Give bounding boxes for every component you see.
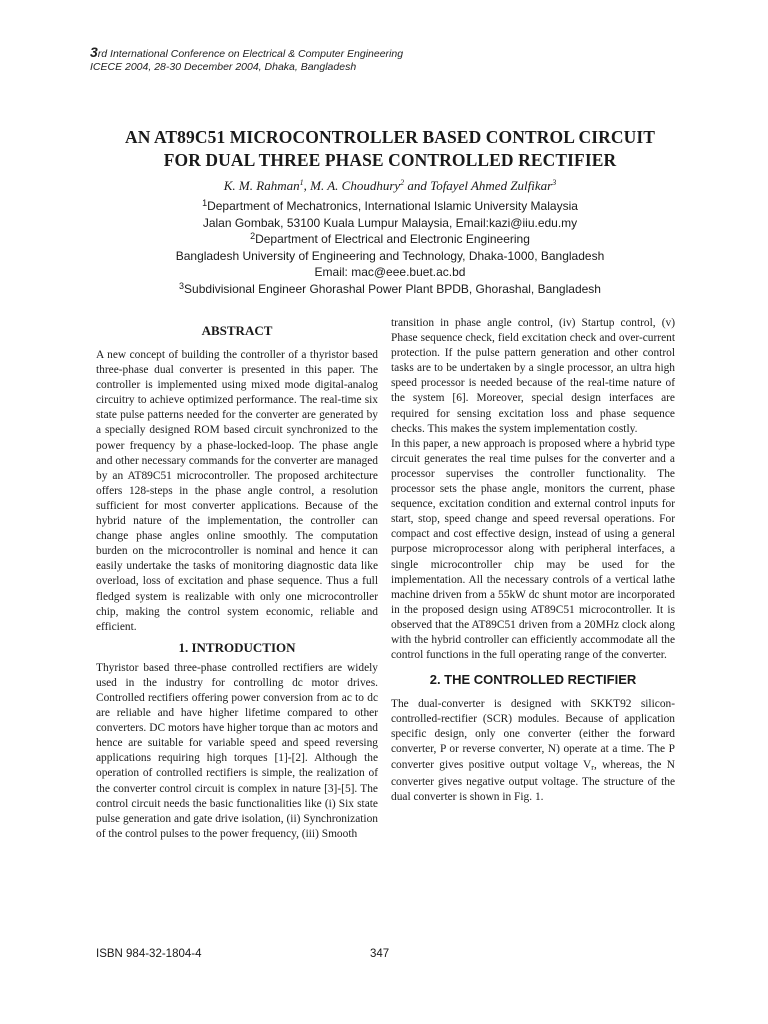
page-number: 347 bbox=[370, 948, 390, 960]
abstract-text: A new concept of building the controller of a thyristor based three-phase dual converter is presented in this paper. The controller is implemented using mixed mode digital-analog circuitry to achieve optimized performance. The real-time six state pulse patterns needed for the converter are generated by a specially designed ROM based circuit synchronized to the power frequency by a phase-locked-loop. The phase angle and other necessary commands for the converter are managed by an AT89C51 microcontroller. The proposed architecture offers 128-steps in the phase angle control, a resolution sufficient for most converter applications. Because of the hybrid nature of the implementation, the controller can change phase angles online smoothly. The computation burden on the microcontroller is nominal and hence it can easily undertake the tasks of monitoring diagnostic data like overload, loss of excitation and phase sequence. Thus a full fledged system is realizable with only one microcontroller chip, making the control system economic, reliable and efficient. bbox=[96, 349, 378, 633]
controlled-rectifier-heading: 2. THE CONTROLLED RECTIFIER bbox=[429, 672, 637, 688]
affiliation-1-address: Jalan Gombak, 53100 Kuala Lumpur Malaysia, Email:kazi@iiu.edu.my bbox=[202, 215, 578, 230]
affiliation-mark: 3 bbox=[179, 280, 185, 291]
affiliation-mark: 2 bbox=[250, 231, 256, 241]
author-affiliation-mark: 2 bbox=[400, 178, 405, 187]
author-affiliation-mark: 3 bbox=[552, 178, 557, 187]
conference-line-2: ICECE 2004, 28-30 December 2004, Dhaka, Bangladesh bbox=[90, 61, 357, 73]
abstract-heading: ABSTRACT bbox=[201, 323, 273, 338]
introduction-paragraph-continued: transition in phase angle control, (iv) Startup control, (v) Phase sequence check, field excitation check and over-current protection. If the pulse pattern generation and other control tasks are to be undertaken by a single processor, an ultra high speed processor is needed because of the real-time nature of the system [6]. Moreover, special design interfaces are required for sensing excitation loss and phase sequence checks. This makes the system implementation costly. bbox=[391, 317, 675, 435]
affiliation-mark: 1 bbox=[202, 198, 208, 208]
affiliation-2-address: Bangladesh University of Engineering and Technology, Dhaka-1000, Bangladesh bbox=[175, 248, 605, 263]
body-text: , whereas, the N converter gives negative output voltage. The structure of the dual converter is shown in Fig. 1. bbox=[391, 758, 676, 803]
introduction-paragraph-2: In this paper, a new approach is proposed where a hybrid type circuit generates the real time pulses for the converter and a processor supervises the controller functionality. The processor sets the phase angle, monitors the current, phase sequence, excitation condition and external control inputs for start, stop, speed change and speed reversal operations. For compact and cost effective design, instead of using a general purpose microprocessor along with peripheral interfaces, a single microcontroller chip may be used for the implementation. All the necessary controls of a vertical lathe machine driven from a 55kW dc shunt motor are incorporated in the proposed design using AT89C51 microcontroller. It is observed that the AT89C51 driven from a 20MHz clock along with the hybrid controller can efficiently accommodate all the control functions in the full operating range of the converter. bbox=[391, 437, 675, 662]
affiliation-1 bbox=[60, 198, 720, 215]
conference-line-1 bbox=[90, 46, 403, 61]
body-text: The dual-converter is designed with SKKT92 silicon-controlled-rectifier (SCR) modules. Because of application specific design, only one converter (either the forward converter, P or reverse converter, N) operate at a time. The P converter gives positive output voltage V bbox=[391, 698, 675, 771]
author-name: K. M. Rahman bbox=[223, 178, 300, 193]
right-column bbox=[391, 316, 675, 805]
affiliation-text: Subdivisional Engineer Ghorashal Power Plant BPDB, Ghorashal, Bangladesh bbox=[184, 281, 601, 296]
title-line-2: FOR DUAL THREE PHASE CONTROLLED RECTIFIER bbox=[163, 150, 617, 170]
affiliation-3 bbox=[60, 281, 720, 298]
conference-header bbox=[90, 46, 403, 74]
introduction-heading: 1. INTRODUCTION bbox=[178, 639, 296, 655]
conference-name: rd International Conference on Electrical & Computer Engineering bbox=[97, 48, 404, 60]
affiliation-2 bbox=[60, 231, 720, 248]
subscript: r bbox=[591, 762, 594, 772]
author-name: Tofayel Ahmed Zulfikar bbox=[430, 178, 553, 193]
author-list bbox=[60, 178, 720, 194]
author-affiliation-mark: 1 bbox=[299, 178, 304, 187]
affiliation-text: Department of Mechatronics, International Islamic University Malaysia bbox=[207, 199, 578, 213]
author-separator: and bbox=[404, 178, 431, 193]
paper-title bbox=[60, 126, 720, 172]
controlled-rectifier-text bbox=[391, 697, 675, 805]
conference-ordinal: 3 bbox=[90, 44, 98, 60]
isbn: ISBN 984-32-1804-4 bbox=[96, 948, 202, 960]
author-name: M. A. Choudhury bbox=[310, 178, 401, 193]
affiliation-2-email: Email: mac@eee.buet.ac.bd bbox=[314, 265, 466, 279]
affiliations bbox=[60, 198, 720, 297]
author-separator: , bbox=[303, 178, 311, 193]
title-line-1: AN AT89C51 MICROCONTROLLER BASED CONTROL CIRCUIT bbox=[124, 127, 656, 147]
affiliation-text: Department of Electrical and Electronic Engineering bbox=[255, 232, 530, 246]
left-column bbox=[96, 316, 378, 842]
introduction-paragraph: Thyristor based three-phase controlled rectifiers are widely used in the industry for controlling dc motor drives. Controlled rectifiers offering power conversion from ac to dc are reliable and have higher lifetime compared to other converters. DC motors have higher torque than ac motors and hence are suitable for variable speed and speed reversing applications requiring high torques [1]-[2]. Although the operation of controlled rectifiers is simple, the realization of the converter control circuit is complex in nature [3]-[5]. The control circuit needs the basic functionalities like (i) Six state pulse generation and gate drive isolation, (ii) Synchronization of the control pulses to the power frequency, (iii) Smooth bbox=[96, 661, 378, 840]
